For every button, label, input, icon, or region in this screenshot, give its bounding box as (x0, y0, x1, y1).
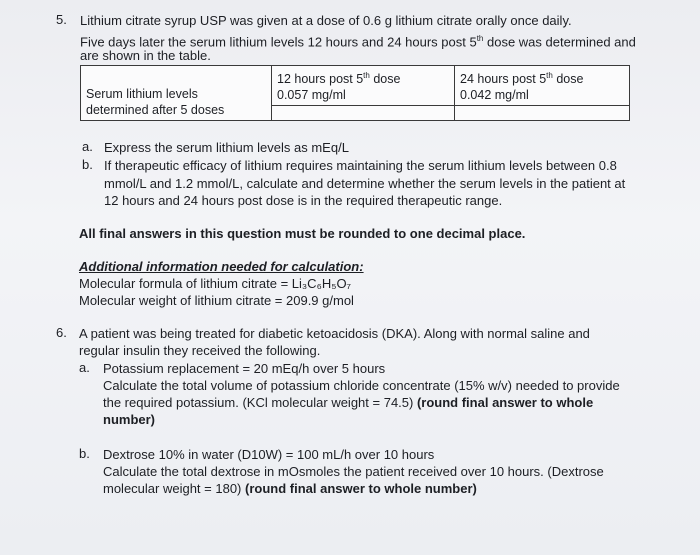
question-5-line3: are shown in the table. (80, 48, 211, 63)
table-cell-12h-value: 0.057 mg/ml (277, 88, 346, 103)
final-answers-note: All final answers in this question must be rounded to one decimal place. (79, 226, 526, 241)
question-5-line2: Five days later the serum lithium levels 12 hours and 24 hours post 5th dose was determined and (80, 34, 636, 50)
question-6-number: 6. (56, 325, 67, 340)
molecular-formula-line: Molecular formula of lithium citrate = Li₃C₆H₅O₇ (79, 276, 352, 291)
question-5b-label: b. (82, 157, 93, 172)
molecular-weight-line: Molecular weight of lithium citrate = 209.9 g/mol (79, 293, 354, 308)
question-6-line2: regular insulin they received the following. (79, 343, 321, 358)
question-6a-line3: the required potassium. (KCl molecular weight = 74.5) (round final answer to whole (103, 395, 594, 410)
table-header-12h: 12 hours post 5th dose 0.057 mg/ml (272, 66, 455, 106)
question-5-number: 5. (56, 12, 67, 27)
lithium-levels-table (80, 65, 630, 121)
table-cell-24h-value: 0.042 mg/ml (460, 88, 529, 103)
question-5a-text: Express the serum lithium levels as mEq/L (104, 140, 349, 155)
question-6a-line1: Potassium replacement = 20 mEq/h over 5 hours (103, 361, 386, 376)
question-6a-line4: number) (103, 412, 155, 427)
table-header-24h: 24 hours post 5th dose 0.042 mg/ml (455, 66, 630, 106)
question-6b-line3: molecular weight = 180) (round final answer to whole number) (103, 481, 477, 496)
question-6b-line2: Calculate the total dextrose in mOsmoles the patient received over 10 hours. (Dextrose (103, 464, 604, 479)
question-5a-label: a. (82, 139, 93, 154)
question-6-line1: A patient was being treated for diabetic ketoacidosis (DKA). Along with normal saline and (79, 326, 590, 341)
table-cell-12h-blank (272, 106, 455, 121)
question-6b-label: b. (79, 446, 90, 461)
question-6b-line1: Dextrose 10% in water (D10W) = 100 mL/h over 10 hours (103, 447, 435, 462)
question-5b-line2: mmol/L and 1.2 mmol/L, calculate and determine whether the serum levels in the patient at (104, 176, 626, 191)
additional-info-heading: Additional information needed for calculation: (79, 259, 364, 274)
question-5-line1: Lithium citrate syrup USP was given at a dose of 0.6 g lithium citrate orally once daily. (80, 13, 572, 28)
question-6a-line2: Calculate the total volume of potassium chloride concentrate (15% w/v) needed to provide (103, 378, 620, 393)
question-5b-line3: 12 hours and 24 hours post dose is in the required therapeutic range. (104, 193, 503, 208)
table-cell-24h-blank (455, 106, 630, 121)
table-row-header: Serum lithium levels determined after 5 doses (81, 66, 272, 121)
question-5b-line1: If therapeutic efficacy of lithium requires maintaining the serum lithium levels between 0.8 (104, 158, 617, 173)
question-6a-label: a. (79, 360, 90, 375)
